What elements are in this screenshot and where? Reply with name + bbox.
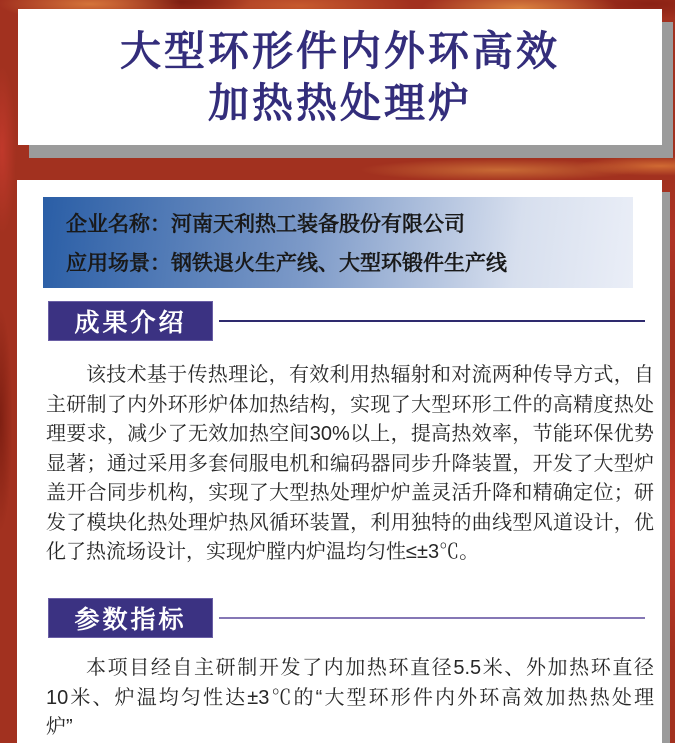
paragraph-line: 主研制了内外环形炉体加热结构，实现了大型环形工件的高精度热处 xyxy=(46,393,654,416)
paragraph-line: 化了热流场设计，实现炉膛内炉温均匀性≤±3℃。 xyxy=(46,541,480,563)
intro-divider-line xyxy=(219,320,645,322)
paragraph-line: 理要求，减少了无效加热空间30%以上，提高热效率，节能环保优势 xyxy=(46,423,654,445)
application-scene-row xyxy=(66,247,633,277)
intro-heading-box xyxy=(48,301,213,341)
page-title-line-2: 加热热处理炉 xyxy=(208,80,472,126)
paragraph-line: 本项目经自主研制开发了内加热环直径5.5米、外加热环直径 xyxy=(86,657,654,679)
application-scene-value: 钢铁退火生产线、大型环锻件生产线 xyxy=(171,252,507,275)
params-paragraph xyxy=(46,654,654,743)
company-name-value: 河南天利热工装备股份有限公司 xyxy=(171,213,465,236)
paragraph-line: 该技术基于传热理论，有效利用热辐射和对流两种传导方式，自 xyxy=(86,364,654,386)
section-header-params xyxy=(48,598,645,638)
paragraph-line: 盖开合同步机构，实现了大型热处理炉炉盖灵活升降和精确定位；研 xyxy=(46,482,654,504)
params-heading-box xyxy=(48,598,213,638)
content-card xyxy=(17,180,662,743)
paragraph-line: 发了模块化热处理炉热风循环装置，利用独特的曲线型风道设计，优 xyxy=(46,511,654,534)
company-info-box xyxy=(43,197,633,288)
paragraph-line: 炉” xyxy=(46,716,73,738)
application-scene-label: 应用场景： xyxy=(66,252,171,275)
intro-paragraph xyxy=(46,361,654,568)
company-name-row xyxy=(66,208,633,238)
section-header-intro xyxy=(48,301,645,341)
company-name-label: 企业名称： xyxy=(66,213,171,236)
intro-heading-label: 成果介绍 xyxy=(74,309,187,337)
paragraph-line: 10米、炉温均匀性达±3℃的“大型环形件内外环高效加热热处理 xyxy=(46,686,654,709)
page-title-line-1: 大型环形件内外环高效 xyxy=(120,28,560,74)
paragraph-line: 显著；通过采用多套伺服电机和编码器同步升降装置，开发了大型炉 xyxy=(46,452,654,475)
title-card xyxy=(18,9,662,145)
params-heading-label: 参数指标 xyxy=(74,606,187,634)
params-divider-line xyxy=(219,617,645,619)
